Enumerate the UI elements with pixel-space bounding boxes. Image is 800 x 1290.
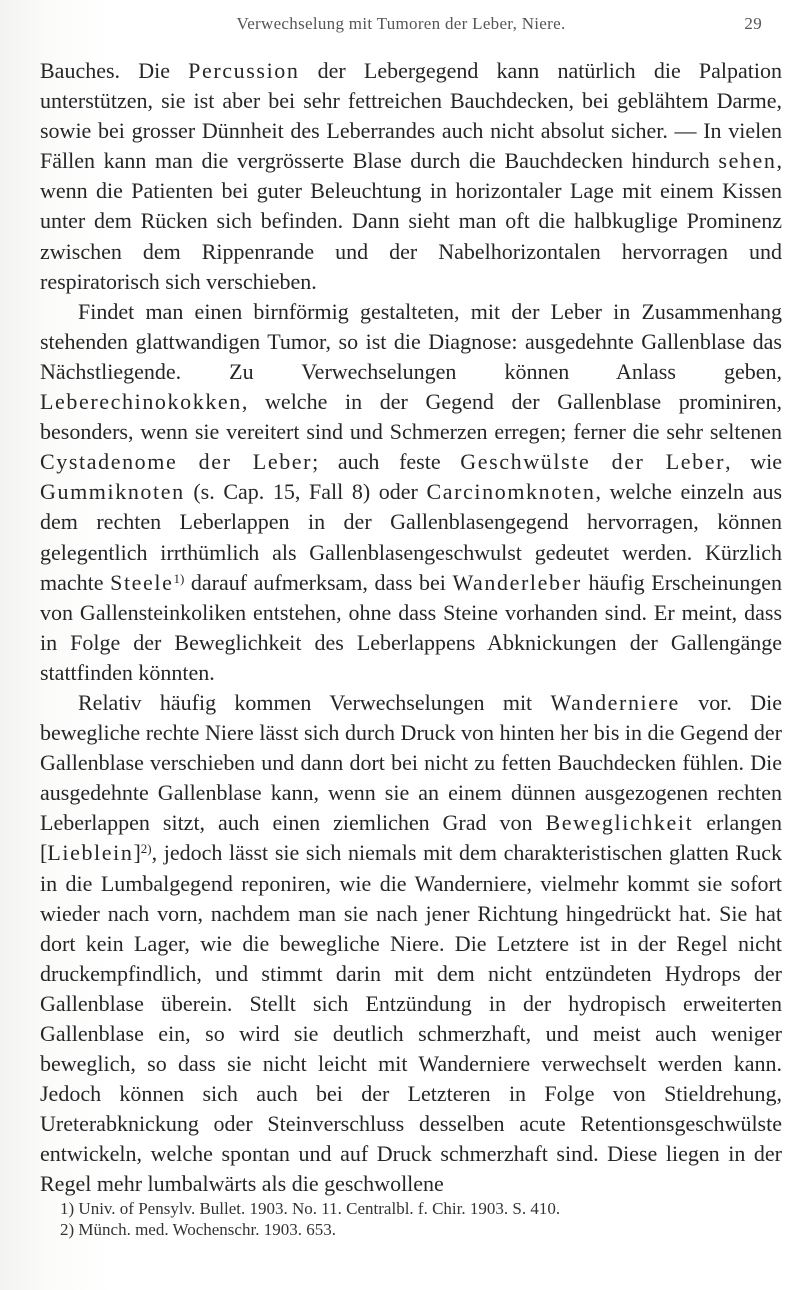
text-run: , jedoch lässt sie sich niemals mit dem charakteristischen glatten Ruck in die Lumbalgegend reponiren, wie die Wanderniere, vielmehr kommt sie sofort wieder nach vorn, nachdem man sie nach jener Richtung hingedrückt hat. Sie hat dort kein Lager, wie die bewegliche Niere. Die Letztere ist in der Regel nicht druckempfindlich, und stimmt darin mit dem nicht entzündeten Hydrops der Gallenblase überein. Stellt sich Entzündung in der hydropisch erweiterten Gallenblase ein, so wird sie deutlich schmerzhaft, und meist auch weniger beweglich, so dass sie nicht leicht mit Wanderniere verwechselt werden kann. Jedoch können sich auch bei der Letzteren in Folge von Stieldrehung, Ureterabknickung oder Steinverschluss desselben acute Retentionsgeschwülste entwickeln, welche spontan und auf Druck schmerzhaft sind. Diese liegen in der Regel mehr lumbalwärts als die geschwollene xyxy=(40,840,782,1197)
text-run: ; auch feste xyxy=(312,449,461,475)
text-run: , welche einzeln aus dem rechten Leberlappen in der Gallenblasengegend hervorragen, können gelegentlich irrthümlich als Gallenblasengeschwulst gedeutet werden. Kürzlich machte xyxy=(40,479,783,595)
running-head xyxy=(40,14,762,38)
paragraph-1 xyxy=(40,56,782,297)
text-run: , welche in der Gegend der Gallenblase prominiren, besonders, wenn sie vereitert sind und Schmerzen erregen; ferner die sehr seltenen xyxy=(40,389,782,445)
footnote-2: 2) Münch. med. Wochenschr. 1903. 653. xyxy=(60,1220,336,1239)
footnote-ref: 1) xyxy=(173,570,185,586)
text-run: vor. Die bewegliche rechte Niere lässt sich durch Druck von hinten her bis in die Gegend der Gallenblase verschieben und dann dort bei nicht zu fetten Bauchdecken fühlen. Die ausgedehnte Gallenblase kann, wenn sie an einem dünnen ausgezogenen rechten Leberlappen sitzt, auch einen ziemlichen Grad von xyxy=(40,689,782,836)
text-run: Bauches. Die xyxy=(40,58,189,83)
emphasized-term: Gummiknoten xyxy=(40,479,185,505)
text-run: erlangen [ xyxy=(40,810,782,866)
text-run: darauf aufmerksam, dass bei xyxy=(184,569,453,595)
emphasized-term: Beweglichkeit xyxy=(545,810,694,836)
emphasized-term: Geschwülste der Leber xyxy=(460,449,726,475)
emphasized-term: sehen xyxy=(718,148,777,174)
text-run: , wie xyxy=(725,449,783,475)
emphasized-term: Lieblein xyxy=(47,840,134,866)
running-head-title: Verwechselung mit Tumoren der Leber, Niere. xyxy=(236,14,566,33)
emphasized-term: Carcinomknoten xyxy=(426,479,596,505)
emphasized-term: Cystadenome der Leber xyxy=(40,449,313,475)
emphasized-term: Wanderleber xyxy=(452,569,582,595)
text-run: , wenn die Patienten bei guter Beleuchtung in horizontaler Lage mit einem Kissen unter dem Rücken sich befinden. Dann sieht man oft die halbkuglige Prominenz zwischen dem Rippenrande und der Nabelhorizontalen hervorragen und respiratorisch sich verschieben. xyxy=(40,148,782,294)
text-run: (s. Cap. 15, Fall 8) oder xyxy=(184,479,427,505)
paragraph-3 xyxy=(40,688,782,1200)
footnote-1: 1) Univ. of Pensylv. Bullet. 1903. No. 11. Centralbl. f. Chir. 1903. S. 410. xyxy=(60,1199,561,1218)
text-run: häufig Erscheinungen von Gallensteinkoliken entstehen, ohne dass Steine vorhanden sind. Er meint, dass in Folge der Beweglichkeit des Leberlappens Abknickungen der Gallengänge stattfinden könnten. xyxy=(40,569,782,685)
page-number: 29 xyxy=(744,14,762,33)
paragraph-2 xyxy=(40,297,782,688)
footnote-ref: 2) xyxy=(140,841,152,857)
emphasized-term: Leberechinokokken xyxy=(40,389,242,415)
footnotes xyxy=(60,1198,780,1240)
emphasized-term: Steele xyxy=(110,569,174,595)
emphasized-term: Percussion xyxy=(188,58,300,83)
text-run: Findet man einen birnförmig gestalteten, mit der Leber in Zusammenhang stehenden glattwandigen Tumor, so ist die Diagnose: ausgedehnte Gallenblase das Nächstliegende. Zu Verwechselungen können Anlass geben, xyxy=(40,298,782,384)
text-run: der Lebergegend kann natürlich die Palpation unterstützen, sie ist aber bei sehr fettreichen Bauchdecken, bei geblähtem Darme, sowie bei grosser Dünnheit des Leberrandes auch nicht absolut sicher. — In vielen Fällen kann man die vergrösserte Blase durch die Bauchdecken hindurch xyxy=(40,58,783,174)
emphasized-term: Wanderniere xyxy=(550,689,680,715)
text-run: ] xyxy=(133,840,141,866)
text-run: Relativ häufig kommen Verwechselungen mit xyxy=(78,689,551,715)
body-text xyxy=(40,56,782,1200)
